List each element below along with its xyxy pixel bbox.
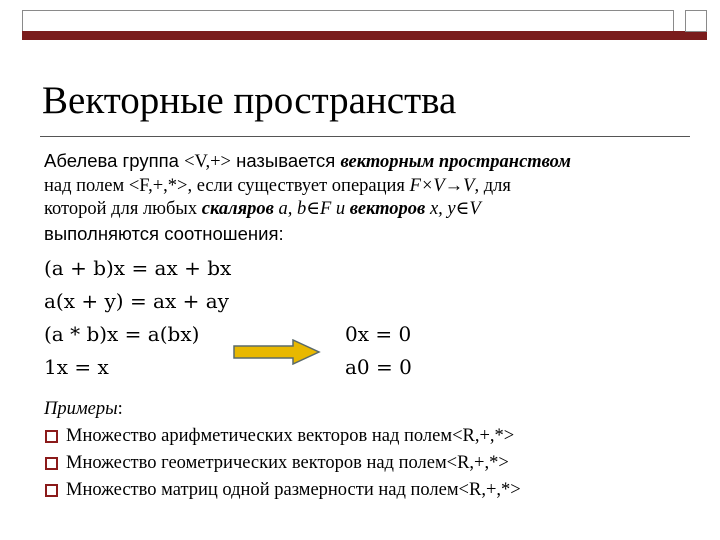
example-text: Множество геометрических векторов над полем [66,453,447,473]
header-decoration-bar [22,31,707,40]
field-notation: <F,+,*> [128,175,188,196]
square-bullet-icon [45,484,58,497]
definition-text-part: Абелева группа [44,150,185,171]
title-divider [40,136,690,137]
definition-text [44,149,684,245]
examples-heading-label: Примеры [44,399,118,419]
square-bullet-icon [45,457,58,470]
example-text: Множество матриц одной размерности над полем [66,480,459,500]
examples-section [44,396,704,504]
list-item [44,423,704,450]
slide-title: Векторные пространства [42,79,457,122]
list-item [44,477,704,504]
term-scalars: скаляров [201,199,274,219]
formula-identity: 1x = x [44,355,109,379]
formula-associativity: (a * b)x = a(bx) [44,322,200,346]
definition-text-part: , если существует операция [187,175,410,196]
formula-zero-vector: a0 = 0 [345,355,412,379]
example-field: <R,+,*> [446,453,509,473]
definition-line-4: выполняются соотношения: [44,222,284,244]
scalar-notation: a, b∈F и [273,199,350,219]
square-bullet-icon [45,430,58,443]
formula-zero-scalar: 0x = 0 [345,322,412,346]
definition-text-part: , для [474,175,511,196]
definition-text-part: называется [230,150,341,171]
definition-text-part: над полем [44,175,129,196]
formula-distributive-scalar: (a + b)x = ax + bx [44,256,232,280]
group-notation: <V,+> [184,152,231,172]
example-text: Множество арифметических векторов над полем [66,426,453,446]
definition-line-1 [44,149,684,175]
example-field: <R,+,*> [458,480,521,500]
implies-arrow-icon [233,339,321,365]
header-decoration-square [685,10,707,32]
example-field: <R,+,*> [452,426,515,446]
examples-heading [44,396,704,423]
definition-text-part: которой для любых [44,199,202,219]
vector-notation: x, y∈V [425,199,481,219]
formula-distributive-vector: a(x + y) = ax + ay [44,289,229,313]
definition-line-3 [44,198,684,222]
definition-line-2 [44,175,684,199]
term-vector-space: векторным пространством [340,152,571,172]
examples-heading-colon: : [117,399,123,419]
operation-notation: F×V→V [409,175,475,196]
list-item [44,450,704,477]
term-vectors: векторов [349,199,426,219]
